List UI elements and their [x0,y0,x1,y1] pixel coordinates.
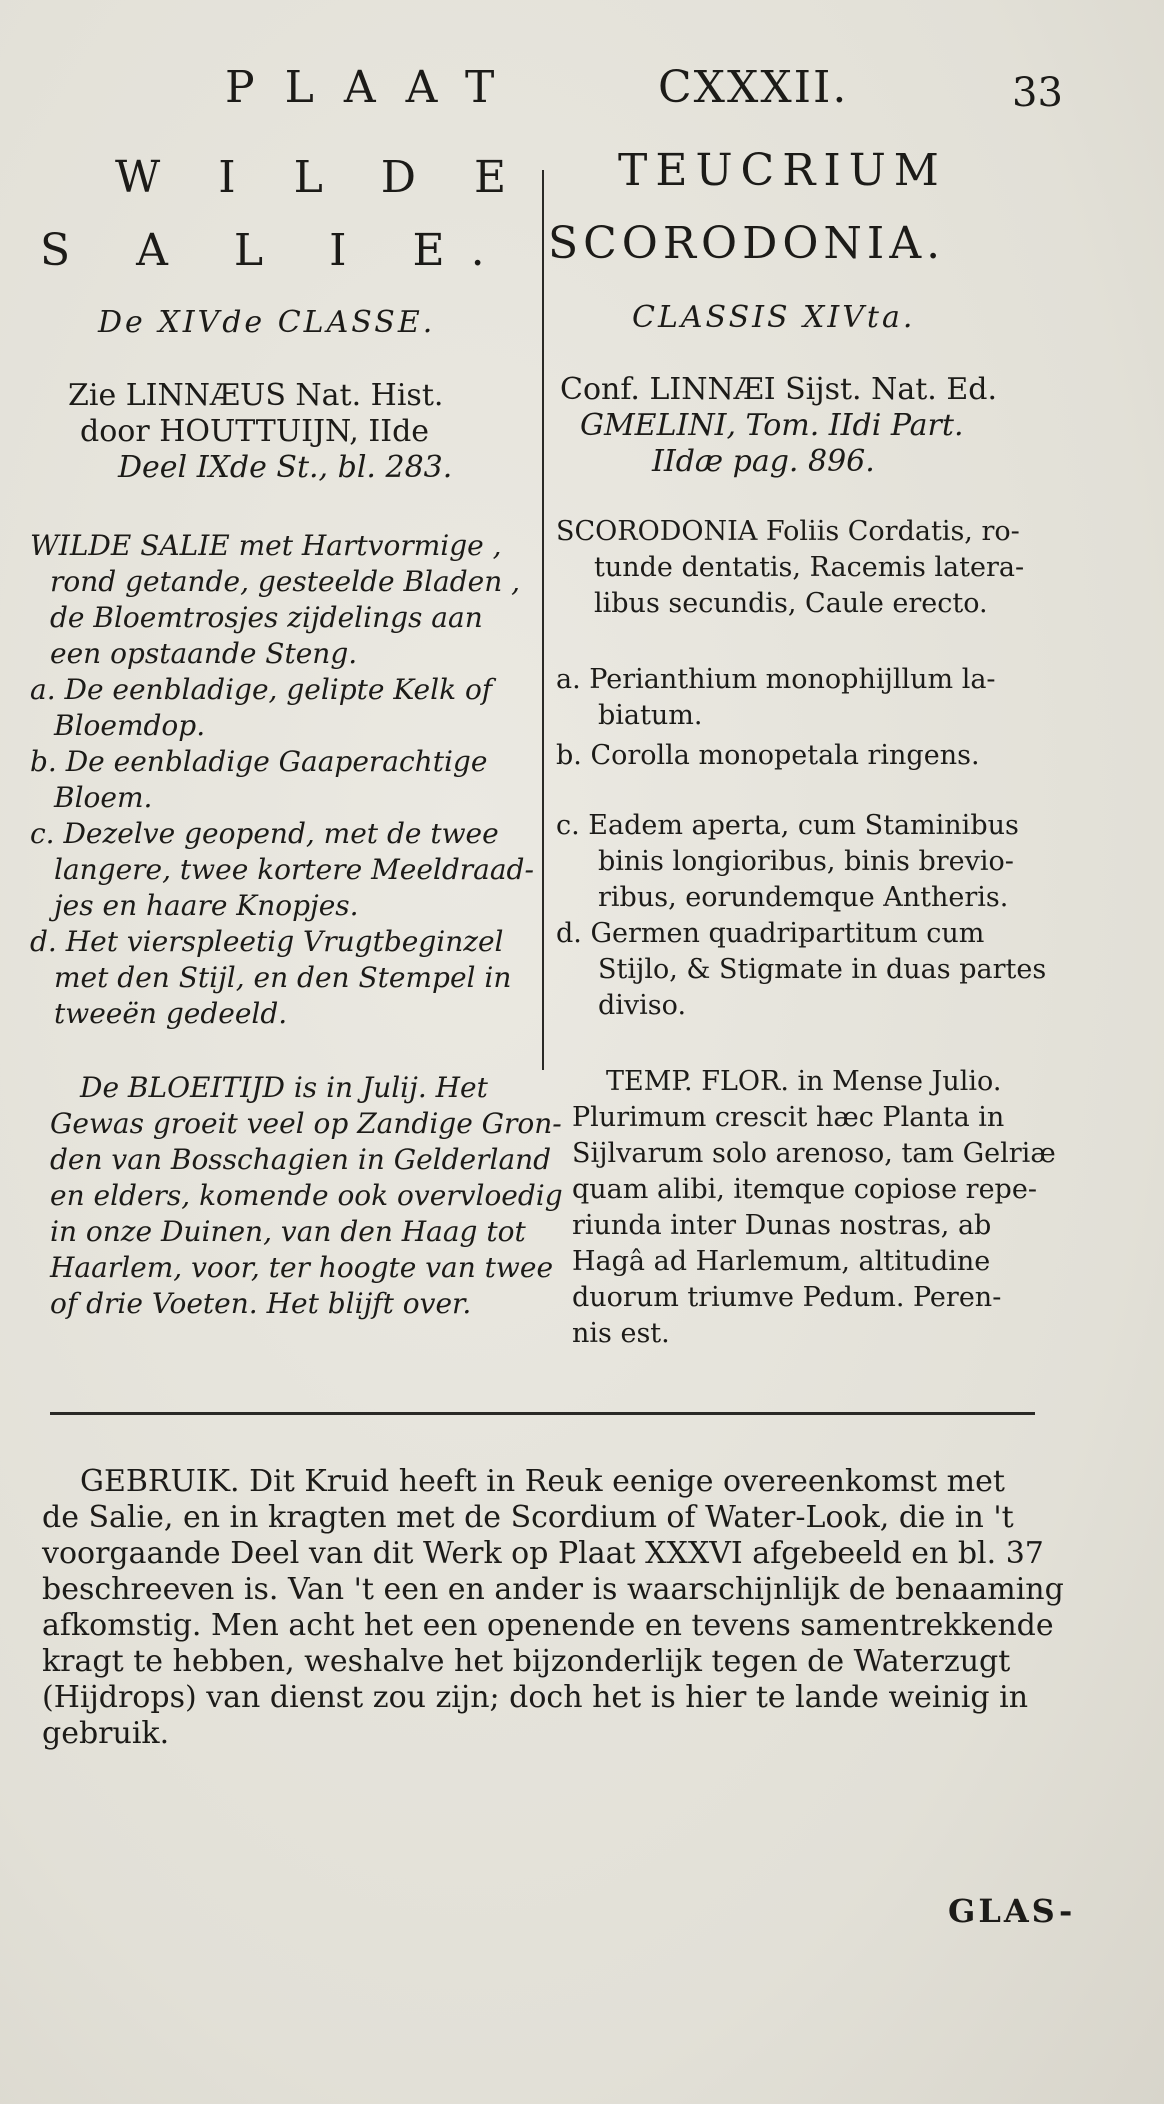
right-temp-line: riunda inter Dunas nostras, ab [572,1210,992,1241]
right-title-1: TEUCRIUM [618,145,947,196]
right-item-c: ribus, eorundemque Antheris. [598,882,1009,913]
right-classis: CLASSIS XIVta. [632,300,916,335]
section-rule [50,1412,1035,1415]
gebruik-line: (Hijdrops) van dienst zou zijn; doch het is hier te lande weinig in [42,1680,1029,1715]
right-title-2: SCORODONIA. [548,218,946,269]
left-item-d: tweeën gedeeld. [54,997,288,1030]
gebruik-line: afkomstig. Men acht het een openende en tevens samentrekkende [42,1608,1054,1643]
right-item-d: d. Germen quadripartitum cum [556,918,985,949]
right-desc-line: tunde dentatis, Racemis latera- [594,552,1025,583]
left-ref-line: Deel IXde St., bl. 283. [118,450,453,485]
gebruik-line: beschreeven is. Van 't een en ander is waarschijnlijk de benaaming [42,1572,1064,1607]
plate-number: CXXXII. [658,62,849,113]
catchword: GLAS- [948,1892,1076,1930]
gebruik-line: kragt te hebben, weshalve het bijzonderlijk tegen de Waterzugt [42,1644,1011,1679]
left-ref-line: Zie LINNÆUS Nat. Hist. [68,378,444,413]
plate-title: PLAAT [225,62,525,113]
gebruik-line: GEBRUIK. Dit Kruid heeft in Reuk eenige overeenkomst met [80,1464,1005,1499]
left-ref-line: door HOUTTUIJN, IIde [80,414,430,449]
column-divider [542,170,544,1070]
left-item-a: Bloemdop. [54,709,206,742]
left-item-b: b. De eenbladige Gaaperachtige [30,745,488,778]
left-item-d: met den Stijl, en den Stempel in [54,961,512,994]
left-desc-line: een opstaande Steng. [50,637,358,670]
gebruik-line: gebruik. [42,1716,170,1751]
right-item-d: Stijlo, & Stigmate in duas partes [598,954,1047,985]
left-item-c: langere, twee kortere Meeldraad- [54,853,534,886]
right-temp-line: Sijlvarum solo arenoso, tam Gelriæ [572,1138,1056,1169]
left-bloei-line: of drie Voeten. Het blijft over. [50,1287,472,1320]
left-bloei-line: Gewas groeit veel op Zandige Gron- [50,1107,562,1140]
left-bloei-line: in onze Duinen, van den Haag tot [50,1215,526,1248]
left-desc-line: rond getande, gesteelde Bladen , [50,565,521,598]
right-item-d: diviso. [598,990,687,1021]
gebruik-line: voorgaande Deel van dit Werk op Plaat XXXVI afgebeeld en bl. 37 [42,1536,1044,1571]
left-item-a: a. De eenbladige, gelipte Kelk of [30,673,493,706]
left-item-c: jes en haare Knopjes. [54,889,359,922]
right-item-b: b. Corolla monopetala ringens. [556,740,980,771]
left-item-d: d. Het vierspleetig Vrugtbeginzel [30,925,504,958]
left-bloei-line: De BLOEITIJD is in Julij. Het [80,1071,488,1104]
page-number: 33 [1012,70,1063,116]
left-bloei-line: den van Bosschagien in Gelderland [50,1143,552,1176]
right-ref-line: GMELINI, Tom. IIdi Part. [580,408,964,443]
right-desc-line: SCORODONIA Foliis Cordatis, ro- [556,516,1020,547]
right-temp-line: Plurimum crescit hæc Planta in [572,1102,1005,1133]
left-bloei-line: Haarlem, voor, ter hoogte van twee [50,1251,554,1284]
gebruik-line: de Salie, en in kragten met de Scordium of Water-Look, die in 't [42,1500,1014,1535]
right-desc-line: libus secundis, Caule erecto. [594,588,988,619]
right-temp-line: Hagâ ad Harlemum, altitudine [572,1246,991,1277]
left-item-c: c. Dezelve geopend, met de twee [30,817,499,850]
right-ref-line: Conf. LINNÆI Sijst. Nat. Ed. [560,372,998,407]
left-desc-line: WILDE SALIE met Hartvormige , [30,529,502,562]
right-temp-line: TEMP. FLOR. in Mense Julio. [606,1066,1002,1097]
right-item-c: binis longioribus, binis brevio- [598,846,1014,877]
right-item-a: biatum. [598,700,703,731]
left-bloei-line: en elders, komende ook overvloedig [50,1179,563,1212]
left-title-1: W I L D E [115,152,529,203]
left-title-2: S A L I E. [40,225,511,276]
right-ref-line: IIdæ pag. 896. [652,444,875,479]
right-item-a: a. Perianthium monophijllum la- [556,664,996,695]
right-temp-line: quam alibi, itemque copiose repe- [572,1174,1037,1205]
right-temp-line: duorum triumve Pedum. Peren- [572,1282,1002,1313]
right-item-c: c. Eadem aperta, cum Staminibus [556,810,1019,841]
left-classe: De XIVde CLASSE. [98,305,436,340]
left-item-b: Bloem. [54,781,153,814]
right-temp-line: nis est. [572,1318,670,1349]
left-desc-line: de Bloemtrosjes zijdelings aan [50,601,483,634]
